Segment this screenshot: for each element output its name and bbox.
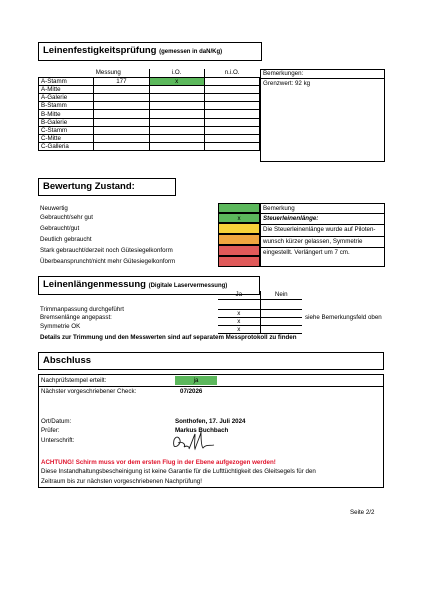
rating-bar-used <box>218 234 260 245</box>
condition-label: Gebraucht/gut <box>40 225 80 232</box>
table-row: x <box>218 317 302 325</box>
remark-header: Bemerkung <box>261 204 384 214</box>
table-row: x <box>218 309 302 317</box>
brake-length-label: Bremsenlänge angepasst: <box>40 314 112 321</box>
rating-bar-heavily-used <box>218 245 260 256</box>
header-nein: Nein <box>260 291 302 299</box>
condition-label: Gebraucht/sehr gut <box>40 214 93 221</box>
rating-bar-overstressed <box>218 256 260 267</box>
header-io: i.O. <box>149 69 204 77</box>
condition-label: Stark gebraucht/derzeit noch Gütesiegelkonform <box>40 247 173 254</box>
table-row: B-Galerie <box>39 118 260 126</box>
symmetry-label: Symmetrie OK <box>40 323 81 330</box>
stamp-value: ja <box>193 377 199 384</box>
table-row: A-Mitte <box>39 85 260 93</box>
remarks-label: Bemerkungen: <box>261 70 384 79</box>
condition-label: Neuwertig <box>40 205 68 212</box>
signature-image <box>168 428 220 454</box>
table-row: B-Mitte <box>39 110 260 118</box>
trim-adjusted-label: Trimmanpassung durchgeführt <box>40 306 125 313</box>
line-length-table <box>218 291 302 334</box>
rating-mark: x <box>237 214 241 222</box>
table-row: C-Stamm <box>39 126 260 134</box>
next-check-value: 07/2026 <box>180 388 203 395</box>
warning-text: ACHTUNG! Schirm muss vor dem ersten Flug in der Ebene aufgezogen werden! <box>41 459 276 466</box>
place-date-label: Ort/Datum: <box>41 418 72 425</box>
table-row: B-Stamm <box>39 102 260 110</box>
disclaimer-line-1: Diese Instandhaltungsbescheinigung ist keine Garantie für die Lufttüchtigkeit des Gleitsegels für den <box>41 468 316 475</box>
examiner-label: Prüfer: <box>41 427 60 434</box>
condition-label: Deutlich gebraucht <box>40 236 92 243</box>
next-check-label: Nächster vorgeschriebener Check: <box>41 388 137 395</box>
trim-footer-note: Details zur Trimmung und den Messwerten sind auf separatem Messprotokoll zu finden <box>40 334 297 341</box>
remark-line: Die Steuerleinenlänge wurde auf Piloten- <box>261 225 384 237</box>
line-strength-table <box>38 69 260 151</box>
table-row: x <box>218 326 302 334</box>
table-row: C-Galleria <box>39 143 260 151</box>
remark-title: Steuerleinenlänge: <box>261 214 384 226</box>
section-title-line-length: Leinenlängenmessung (Digitale Laservermessung) <box>38 276 260 295</box>
table-row: C-Mitte <box>39 135 260 143</box>
header-messung: Messung <box>94 69 149 77</box>
rating-bar-good <box>218 223 260 234</box>
remark-line: wunsch kürzer gelassen, Symmetrie <box>261 237 384 249</box>
section-title-text: Leinenfestigkeitsprüfung <box>43 45 157 56</box>
remark-line: eingestellt. Verlängert um 7 cm. <box>263 249 350 256</box>
remarks-value: Grenzwert: 92 kg <box>263 80 311 87</box>
side-note: siehe Bemerkungsfeld oben <box>305 314 382 321</box>
examiner-value: Markus Buchbach <box>175 427 229 434</box>
header-ja: Ja <box>218 291 260 299</box>
remarks-box <box>260 69 385 162</box>
table-row: A-Stamm 177 x <box>39 77 260 85</box>
rating-bar-very-good <box>218 213 260 223</box>
disclaimer-line-2: Zeitraum bis zur nächsten vorgeschriebenen Nachprüfung! <box>41 478 202 485</box>
condition-remark-box <box>260 203 385 267</box>
table-row: A-Galerie <box>39 94 260 102</box>
condition-label: Überbeanspruncht/nicht mehr Gütesiegelkonform <box>40 258 176 265</box>
section-title-conclusion: Abschluss <box>38 352 384 370</box>
section-title-condition: Bewertung Zustand: <box>38 178 176 196</box>
section-title-unit: (gemessen in daN/Kg) <box>159 49 223 55</box>
stamp-value-box <box>175 376 217 385</box>
header-nio: n.i.O. <box>204 69 259 77</box>
rating-bar-new <box>218 203 260 213</box>
signature-label: Unterschrift: <box>41 437 75 444</box>
stamp-label: Nachprüfstempel erteilt: <box>41 377 107 384</box>
section-title-line-strength <box>38 42 262 61</box>
page-number: Seite 2/2 <box>350 509 375 516</box>
place-date-value: Sonthofen, 17. Juli 2024 <box>175 418 246 425</box>
